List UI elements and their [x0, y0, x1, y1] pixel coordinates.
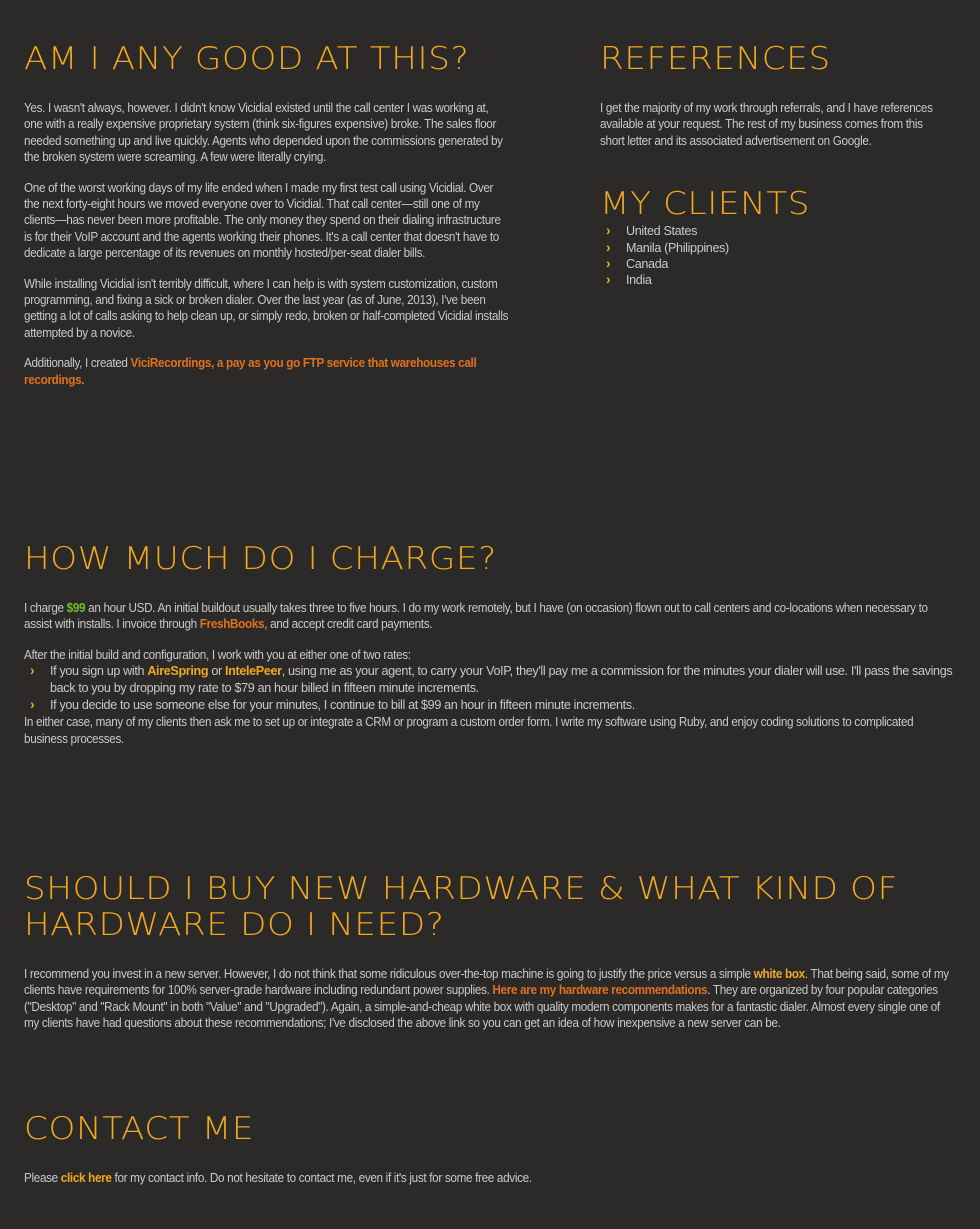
- paragraph-charge-rate: [24, 600, 956, 633]
- list-item-rate-partner: [24, 663, 956, 696]
- paragraph-crm-custom-work: In either case, many of my clients then ask me to set up or integrate a CRM or program a custom order form. I write my software using Ruby, and enjoy coding solutions to complicated business processes.: [24, 715, 914, 746]
- contact-prefix: Please: [24, 1170, 61, 1185]
- section-contact: [24, 1112, 956, 1186]
- section-how-much-do-i-charge: [24, 542, 956, 747]
- intelepeer-link[interactable]: IntelePeer: [225, 664, 282, 679]
- heading-contact-wrap: [24, 1112, 956, 1148]
- list-item-rate-standard: › If you decide to use someone else for your minutes, I continue to bill at $99 an hour in fifteen minute increments.: [24, 697, 956, 713]
- spacer: [600, 78, 948, 100]
- paragraph-vicirecordings: [24, 355, 510, 388]
- contact-suffix: for my contact info. Do not hesitate to contact me, even if it's just for some free advice.: [111, 1170, 532, 1185]
- heading-references-wrap: [600, 42, 948, 78]
- client-list: [600, 223, 948, 289]
- rate-partner-prefix: If you sign up with: [50, 664, 148, 679]
- list-item-client-united-states: › United States: [600, 223, 948, 239]
- hourly-rate-value: $99: [66, 600, 86, 615]
- spacer: [24, 944, 956, 966]
- rate-list: [24, 663, 956, 713]
- paragraph-am-i-any-good-1: Yes. I wasn't always, however. I didn't know Vicidial existed until the call center I was working at, one with a really expensive proprietary system (think six-figures expensive) broke. The sales floor needed something up and live quickly. Agents who depended upon the commissions generated by the broken system were screaming. A few were literally crying.: [24, 100, 503, 165]
- white-box-link[interactable]: white box: [753, 966, 805, 981]
- heading-should-i-buy-new-hardware: SHOULD I BUY NEW HARDWARE & WHAT KIND OF HARDWARE DO I NEED?: [24, 871, 910, 943]
- airespring-link[interactable]: AireSpring: [147, 664, 209, 679]
- list-item-client-canada: › Canada: [600, 256, 948, 272]
- paragraph-references-1: I get the majority of my work through referrals, and I have references available at your request. The rest of my business comes from this short letter and its associated advertisement on Google.: [600, 100, 933, 148]
- right-column: [600, 42, 948, 289]
- heading-am-i-any-good-wrap: [24, 42, 510, 78]
- spacer: [24, 78, 510, 100]
- heading-my-clients: MY CLIENTS: [600, 186, 811, 223]
- hardware-suffix: . They are organized by four popular categories ("Desktop" and "Rack Mount" in both "Value" and "Upgraded"). Again, a simple-and-cheap white box with quality modern components makes for a fantastic dialer. Almost every single one of my clients have had questions about these recommendations; I've disclosed the above link so you can get an idea of how inexpensive a new server can be.: [24, 983, 940, 1031]
- paragraph-hardware-1: [24, 966, 956, 1032]
- heading-how-much-do-i-charge: HOW MUCH DO I CHARGE?: [24, 541, 497, 577]
- top-columns: [0, 0, 980, 520]
- heading-references: REFERENCES: [600, 41, 831, 77]
- paragraph-contact: [24, 1170, 956, 1186]
- heading-my-clients-wrap: [600, 187, 948, 223]
- hardware-prefix: I recommend you invest in a new server. However, I do not think that some ridiculous over-the-top machine is going to justify the price versus a simple: [24, 966, 754, 981]
- rate-partner-suffix: , using me as your agent, to carry your VoIP, they'll pay me a commission for the minutes your dialer will use. I'll pass the savings back to you by dropping my rate to $79 an hour billed in fifteen minute increments.: [50, 664, 953, 695]
- heading-am-i-any-good: AM I ANY GOOD AT THIS?: [24, 41, 470, 77]
- charge-prefix: I charge: [24, 600, 67, 615]
- paragraph-am-i-any-good-2: One of the worst working days of my life ended when I made my first test call using Vicidial. Over the next forty-eight hours we moved everyone over to Vicidial. That call center—still one of my clients—has never been more profitable. The only money they spend on their dialing infrastructure is for their VoIP account and the agents working their phones. It's a call center that doesn't have to dedicate a large percentage of its revenues on monthly hosted/per-seat dialer bills.: [24, 180, 501, 261]
- vicirecordings-prefix: Additionally, I created: [24, 356, 131, 371]
- paragraph-two-rates-intro: After the initial build and configuration, I work with you at either one of two rates:: [24, 647, 411, 662]
- heading-contact-me: CONTACT ME: [24, 1111, 255, 1147]
- heading-hardware-wrap: [24, 872, 956, 944]
- click-here-link[interactable]: click here: [60, 1170, 112, 1185]
- spacer: [24, 1148, 956, 1170]
- charge-middle: an hour USD. An initial buildout usually takes three to five hours. I do my work remotely, but I have (on occasion) flown out to call centers and co-locations when necessary to assist with installs. I invoice through: [24, 600, 928, 632]
- charge-suffix: , and accept credit card payments.: [264, 617, 433, 632]
- heading-how-much-wrap: [24, 542, 956, 578]
- vicirecordings-link[interactable]: ViciRecordings, a pay as you go FTP service that warehouses call recordings.: [24, 356, 477, 387]
- hardware-middle: . That being said, some of my clients have requirements for 100% server-grade hardware including redundant power supplies.: [24, 966, 949, 998]
- list-item-client-manila: › Manila (Philippines): [600, 240, 948, 256]
- section-hardware: [24, 872, 956, 1032]
- hardware-recommendations-link[interactable]: Here are my hardware recommendations: [492, 983, 708, 998]
- spacer: [24, 578, 956, 600]
- paragraph-am-i-any-good-3: While installing Vicidial isn't terribly difficult, where I can help is with system customization, custom programming, and fixing a sick or broken dialer. Over the last year (as of June, 2013), I've been getting a lot of calls asking to help clean up, or simply redo, broken or half-completed Vicidial installs attempted by a novice.: [24, 276, 509, 340]
- list-item-client-india: › India: [600, 272, 948, 288]
- freshbooks-link[interactable]: FreshBooks: [199, 617, 265, 632]
- left-column: [24, 42, 510, 388]
- rate-partner-conjunction: or: [208, 664, 225, 679]
